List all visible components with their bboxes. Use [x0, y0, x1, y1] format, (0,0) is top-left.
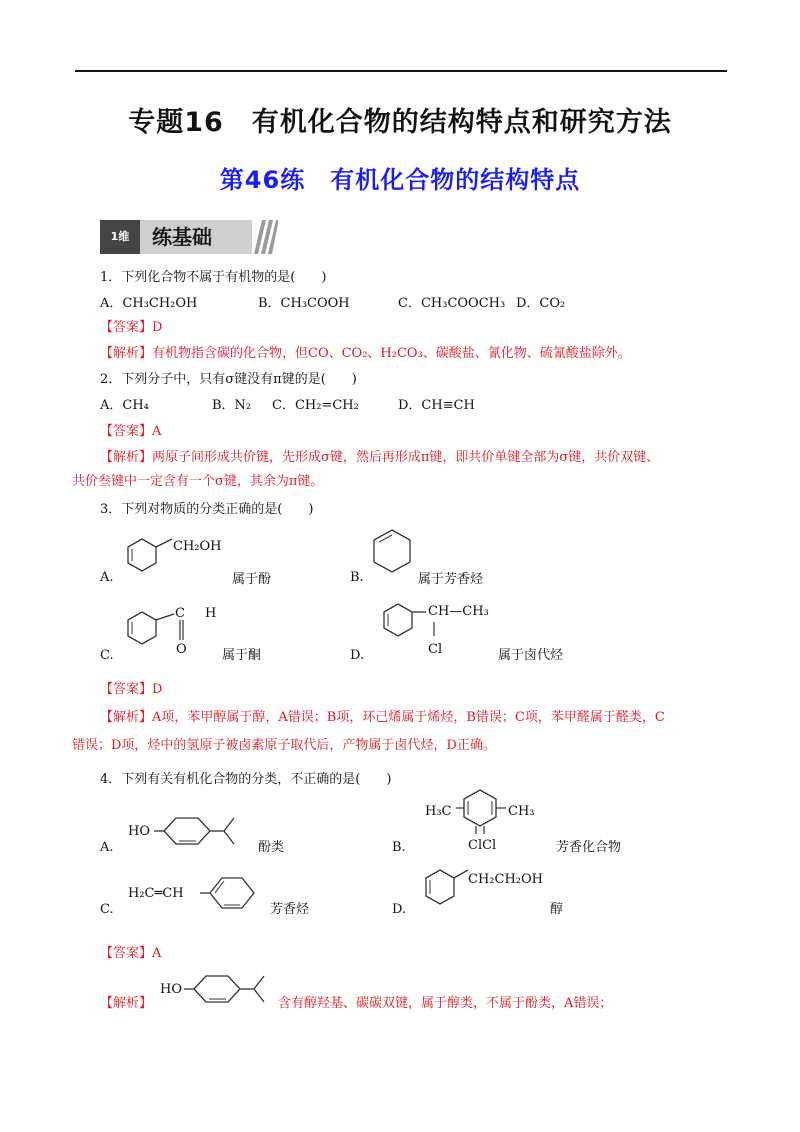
q4-option-c-letter: C.	[100, 902, 114, 917]
q4-answer: 【答案】A	[100, 946, 162, 961]
q4-option-d-letter: D.	[392, 902, 407, 917]
q3-analysis-line1: 【解析】A项，苯甲醇属于醇，A错误；B项，环己烯属于烯烃，B错误；C项，苯甲醛属于醛类，C	[100, 710, 665, 725]
q1-option-b: B．CH₃COOH	[258, 296, 350, 311]
q4-b-cl: ClCl	[468, 838, 497, 853]
q2-option-a: A．CH₄	[100, 398, 149, 413]
q4-analysis-prefix: 【解析】	[100, 996, 153, 1011]
q4-d-group: CH₂CH₂OH	[468, 872, 543, 887]
q1-option-a: A．CH₃CH₂OH	[100, 296, 198, 311]
q2-stem: 2．下列分子中，只有σ键没有π键的是( )	[100, 372, 357, 387]
q3-stem: 3．下列对物质的分类正确的是( )	[100, 502, 314, 517]
q4-c-group: H₂C═CH	[128, 886, 184, 901]
q2-answer: 【答案】A	[100, 424, 162, 439]
q2-option-c: C．CH₂=CH₂	[272, 398, 359, 413]
q3-answer: 【答案】D	[100, 682, 163, 697]
q2-analysis-line1: 【解析】两原子间形成共价键，先形成σ键，然后再形成π键，即共价单键全部为σ键，共价双键、	[100, 450, 660, 465]
styrene-ring-structure	[200, 872, 260, 918]
terpineol-like-structure-analysis	[184, 966, 284, 1016]
q4-b-left: H₃C	[425, 804, 452, 819]
q3-d-chain: CH—CH₃	[428, 604, 489, 619]
q3-option-d-letter: D.	[350, 648, 365, 663]
q3-a-group: CH₂OH	[173, 539, 222, 554]
q4-analysis-text: 含有醇羟基、碳碳双键，属于醇类，不属于酚类，A错误；	[278, 996, 613, 1011]
q4-option-a-letter: A.	[100, 840, 114, 855]
q3-option-c-letter: C.	[100, 648, 114, 663]
top-rule	[75, 70, 727, 72]
q3-c-atom-h: H	[205, 606, 217, 621]
q3-b-class: 属于芳香烃	[418, 572, 484, 587]
badge-label: 练基础	[140, 220, 252, 254]
q3-c-atom-o: O	[176, 642, 187, 657]
q2-option-b: B．N₂	[212, 398, 252, 413]
q4-b-class: 芳香化合物	[556, 840, 622, 855]
q3-a-class: 属于酚	[232, 572, 272, 587]
q3-c-atom-c: C	[175, 606, 185, 621]
q4-d-class: 醇	[550, 902, 564, 917]
q3-option-a-letter: A.	[100, 570, 114, 585]
q4-option-b-letter: B.	[392, 840, 406, 855]
q4-a-class: 酚类	[258, 840, 285, 855]
badge-stripes-icon	[252, 220, 278, 254]
badge-level: 1维	[100, 220, 140, 254]
chapter-title: 专题16 有机化合物的结构特点和研究方法	[128, 107, 672, 138]
q1-answer: 【答案】D	[100, 320, 163, 335]
q1-option-c: C．CH₃COOCH₃	[398, 296, 506, 311]
q3-d-cl: Cl	[428, 642, 443, 657]
q4-analysis-group: HO	[160, 982, 182, 997]
q4-stem: 4．下列有关有机化合物的分类，不正确的是( )	[100, 772, 392, 787]
cyclohexene-structure	[370, 528, 420, 584]
q2-option-d: D．CH≡CH	[398, 398, 475, 413]
q2-analysis-line2: 共价叁键中一定含有一个σ键，其余为π键。	[72, 474, 324, 489]
section-badge	[100, 220, 275, 254]
terpineol-like-structure-a	[154, 808, 254, 858]
q3-analysis-line2: 错误；D项，烃中的氢原子被卤素原子取代后，产物属于卤代烃，D正确。	[72, 738, 496, 753]
q3-c-class: 属于酮	[222, 648, 262, 663]
q3-d-class: 属于卤代烃	[498, 648, 564, 663]
q1-analysis: 【解析】有机物指含碳的化合物，但CO、CO₂、H₂CO₃、碳酸盐、氰化物、硫氰酸盐除外。	[100, 346, 631, 361]
exercise-title: 第46练 有机化合物的结构特点	[219, 166, 581, 194]
q4-a-group: HO	[128, 824, 150, 839]
q1-stem: 1．下列化合物不属于有机物的是( )	[100, 270, 327, 285]
q3-option-b-letter: B.	[350, 570, 364, 585]
q4-b-right: CH₃	[508, 804, 535, 819]
q1-option-d: D．CO₂	[516, 296, 566, 311]
q4-c-class: 芳香烃	[270, 902, 310, 917]
